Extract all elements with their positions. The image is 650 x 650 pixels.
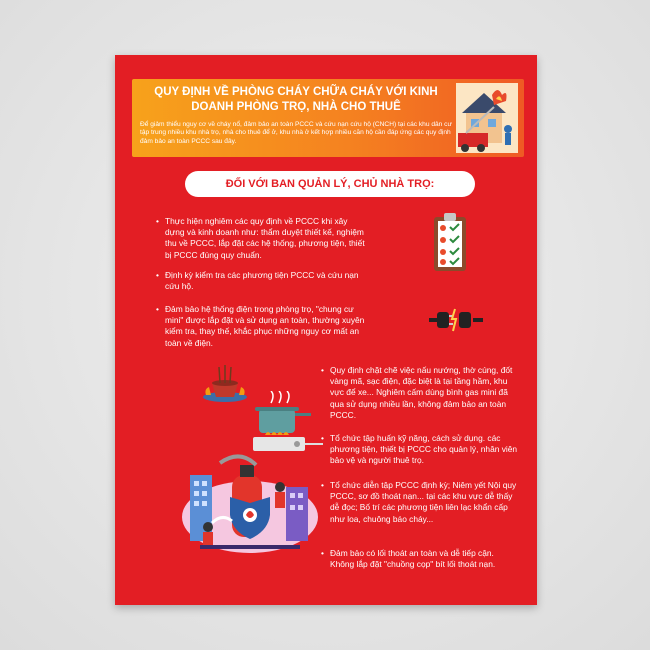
poster <box>115 55 537 605</box>
header-banner <box>132 79 524 157</box>
bullet-item: • Quy định chặt chẽ việc nấu nướng, thờ cúng, đốt vàng mã, sạc điện, đặc biệt là tại tầng hầm, khu vực để xe... Nghiêm cấm dùng bình gas mini đã qua sử dụng nhiều lần, không đảm bảo an toàn PCCC. <box>330 365 520 421</box>
bullet-item: • Tổ chức diễn tập PCCC định kỳ; Niêm yết Nội quy PCCC, sơ đồ thoát nạn... tại các khu vực dễ thấy dễ đọc; Bố trí các phương tiện liên lạc khẩn cấp như loa, chuông báo cháy... <box>330 480 520 525</box>
electric-plug-icon <box>429 307 483 333</box>
intro-text: Để giảm thiểu nguy cơ về cháy nổ, đảm bảo an toàn PCCC và cứu nạn cứu hộ (CNCH) tại các khu dân cư tập trung nhiều khu nhà trọ, nhà cho thuê để ở, khu nhà ở kết hợp nhiều căn hộ cần đáp ứng các quy định đảm bảo an toàn PCCC sau đây. <box>140 121 452 145</box>
bullet-item: • Định kỳ kiểm tra các phương tiện PCCC và cứu nạn cứu hộ. <box>165 270 365 292</box>
clipboard-checklist-icon <box>432 211 468 273</box>
cooking-pot-stove-icon <box>253 391 325 453</box>
bullet-item: • Đảm bảo hệ thống điện trong phòng trọ, "chung cư mini" được lắp đặt và sử dụng an toàn, thường xuyên kiểm tra, thay thế, khắc phục những nguy cơ mất an toàn về điện. <box>165 304 370 349</box>
poster-title: QUY ĐỊNH VỀ PHÒNG CHÁY CHỮA CHÁY VỚI KINH DOANH PHÒNG TRỌ, NHÀ CHO THUÊ <box>154 86 438 113</box>
firefighters-illustration <box>180 447 320 555</box>
section-title: ĐỐI VỚI BAN QUẢN LÝ, CHỦ NHÀ TRỌ: <box>185 171 475 197</box>
house-fire-illustration <box>456 83 518 153</box>
incense-altar-icon <box>200 365 250 403</box>
bullet-item: • Tổ chức tập huấn kỹ năng, cách sử dụng. các phương tiện, thiết bị PCCC cho quản lý, nhân viên bảo vệ và người thuê trọ. <box>330 433 520 467</box>
bullet-item: • Đảm bảo có lối thoát an toàn và dễ tiếp cận. Không lắp đặt "chuồng cọp" bít lối thoát nạn. <box>330 548 520 570</box>
bullet-item: • Thực hiện nghiêm các quy định về PCCC khi xây dựng và kinh doanh như: thẩm duyệt thiết kế, nghiệm thu về PCCC, lắp đặt các hệ thống, phương tiện, thiết bị PCCC đúng quy chuẩn. <box>165 216 365 261</box>
